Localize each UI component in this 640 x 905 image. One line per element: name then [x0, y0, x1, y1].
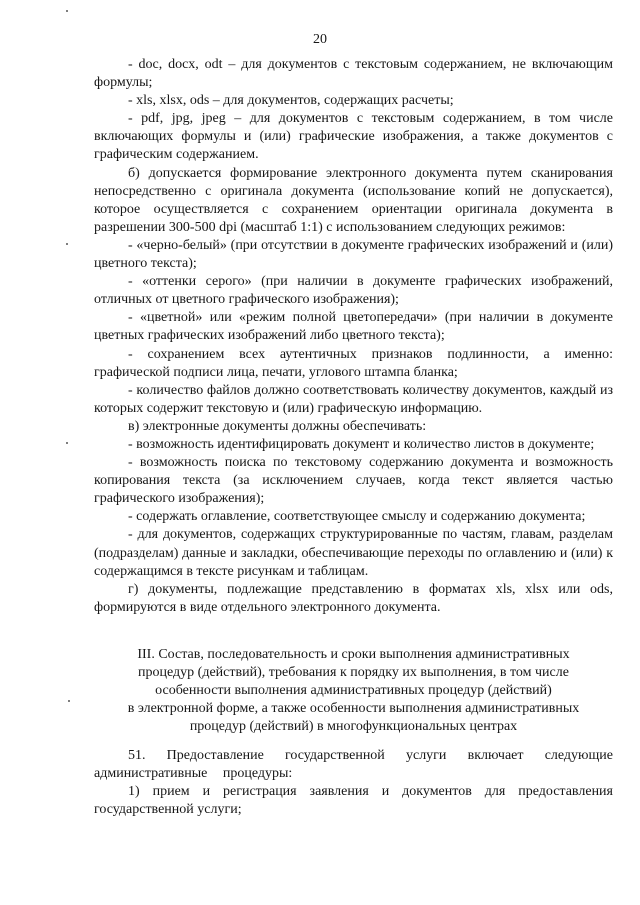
paragraph-g-formats: г) документы, подлежащие представлению в форматах xls, xlsx или ods, формируются в виде отдельного электронного документа.: [94, 581, 613, 615]
scan-speck: [68, 700, 70, 702]
page-number: 20: [313, 32, 327, 47]
paragraph-format-xls: - xls, xlsx, ods – для документов, содержащих расчеты;: [128, 93, 454, 109]
clause-51: [94, 747, 613, 819]
paragraph-b-scanning: б) допускается формирование электронного документа путем сканирования непосредственно с оригинала документа (использование копий не допускается), которое осуществляется с сохранением ориентации оригинала документа в разрешении 300-500 dpi (масштаб 1:1) с использованием следующих режимов:: [94, 165, 613, 235]
scan-speck: [66, 442, 68, 444]
section-heading-line: III. Состав, последовательность и сроки выполнения административных: [137, 647, 570, 662]
paragraph-format-doc: - doc, docx, odt – для документов с текстовым содержанием, не включающим формулы;: [94, 57, 613, 91]
paragraph-search: - возможность поиска по текстовому содержанию документа и возможность копирования текста (за исключением случаев, когда текст является частью графического изображения);: [94, 455, 613, 507]
section-heading-line: процедур (действий) в многофункциональных центрах: [189, 719, 518, 735]
paragraph-structured: - для документов, содержащих структурированные по частям, главам, разделам (подразделам) данные и закладки, обеспечивающие переходы по оглавлению и (или) к содержащимся в тексте рисункам и таблицам.: [94, 527, 613, 579]
paragraph-mode-grayscale: - «оттенки серого» (при наличии в документе графических изображений, отличных от цветного графического изображения);: [94, 274, 613, 308]
scan-speck: [66, 243, 68, 245]
section-heading-line: процедур (действий), требования к порядку их выполнения, в том числе: [138, 665, 569, 681]
section-heading-line: в электронной форме, а также особенности выполнения административных: [127, 701, 580, 717]
paragraph-v-requirements: в) электронные документы должны обеспечивать:: [128, 418, 427, 434]
scan-speck: [66, 10, 68, 12]
paragraph-file-count: - количество файлов должно соответствовать количеству документов, каждый из которых содержит текстовую и (или) графическую информацию.: [94, 382, 613, 416]
paragraph-format-pdf: - pdf, jpg, jpeg – для документов с текстовым содержанием, в том числе включающих формулы и (или) графические изображения, а также документов с графическим содержанием.: [94, 111, 613, 163]
paragraph-identify: - возможность идентифицировать документ и количество листов в документе;: [128, 436, 595, 452]
clause-51-intro: 51. Предоставление государственной услуги включает следующие административные процедуры:: [94, 748, 613, 782]
paragraph-mode-bw: - «черно-белый» (при отсутствии в документе графических изображений и (или) цветного текста);: [94, 237, 613, 272]
section-heading: [94, 646, 613, 736]
clause-51-item: 1) прием и регистрация заявления и документов для предоставления государственной услуги;: [94, 784, 613, 818]
section-heading-line: особенности выполнения административных процедур (действий): [155, 683, 552, 699]
paragraph-mode-color: - «цветной» или «режим полной цветопередачи» (при наличии в документе цветных графических изображений либо цветного текста);: [94, 310, 613, 344]
paragraph-authenticity: - сохранением всех аутентичных признаков подлинности, а именно: графической подписи лица, печати, углового штампа бланка;: [94, 346, 613, 380]
body-text: [94, 56, 613, 617]
paragraph-contents: - содержать оглавление, соответствующее смыслу и содержанию документа;: [128, 509, 586, 525]
